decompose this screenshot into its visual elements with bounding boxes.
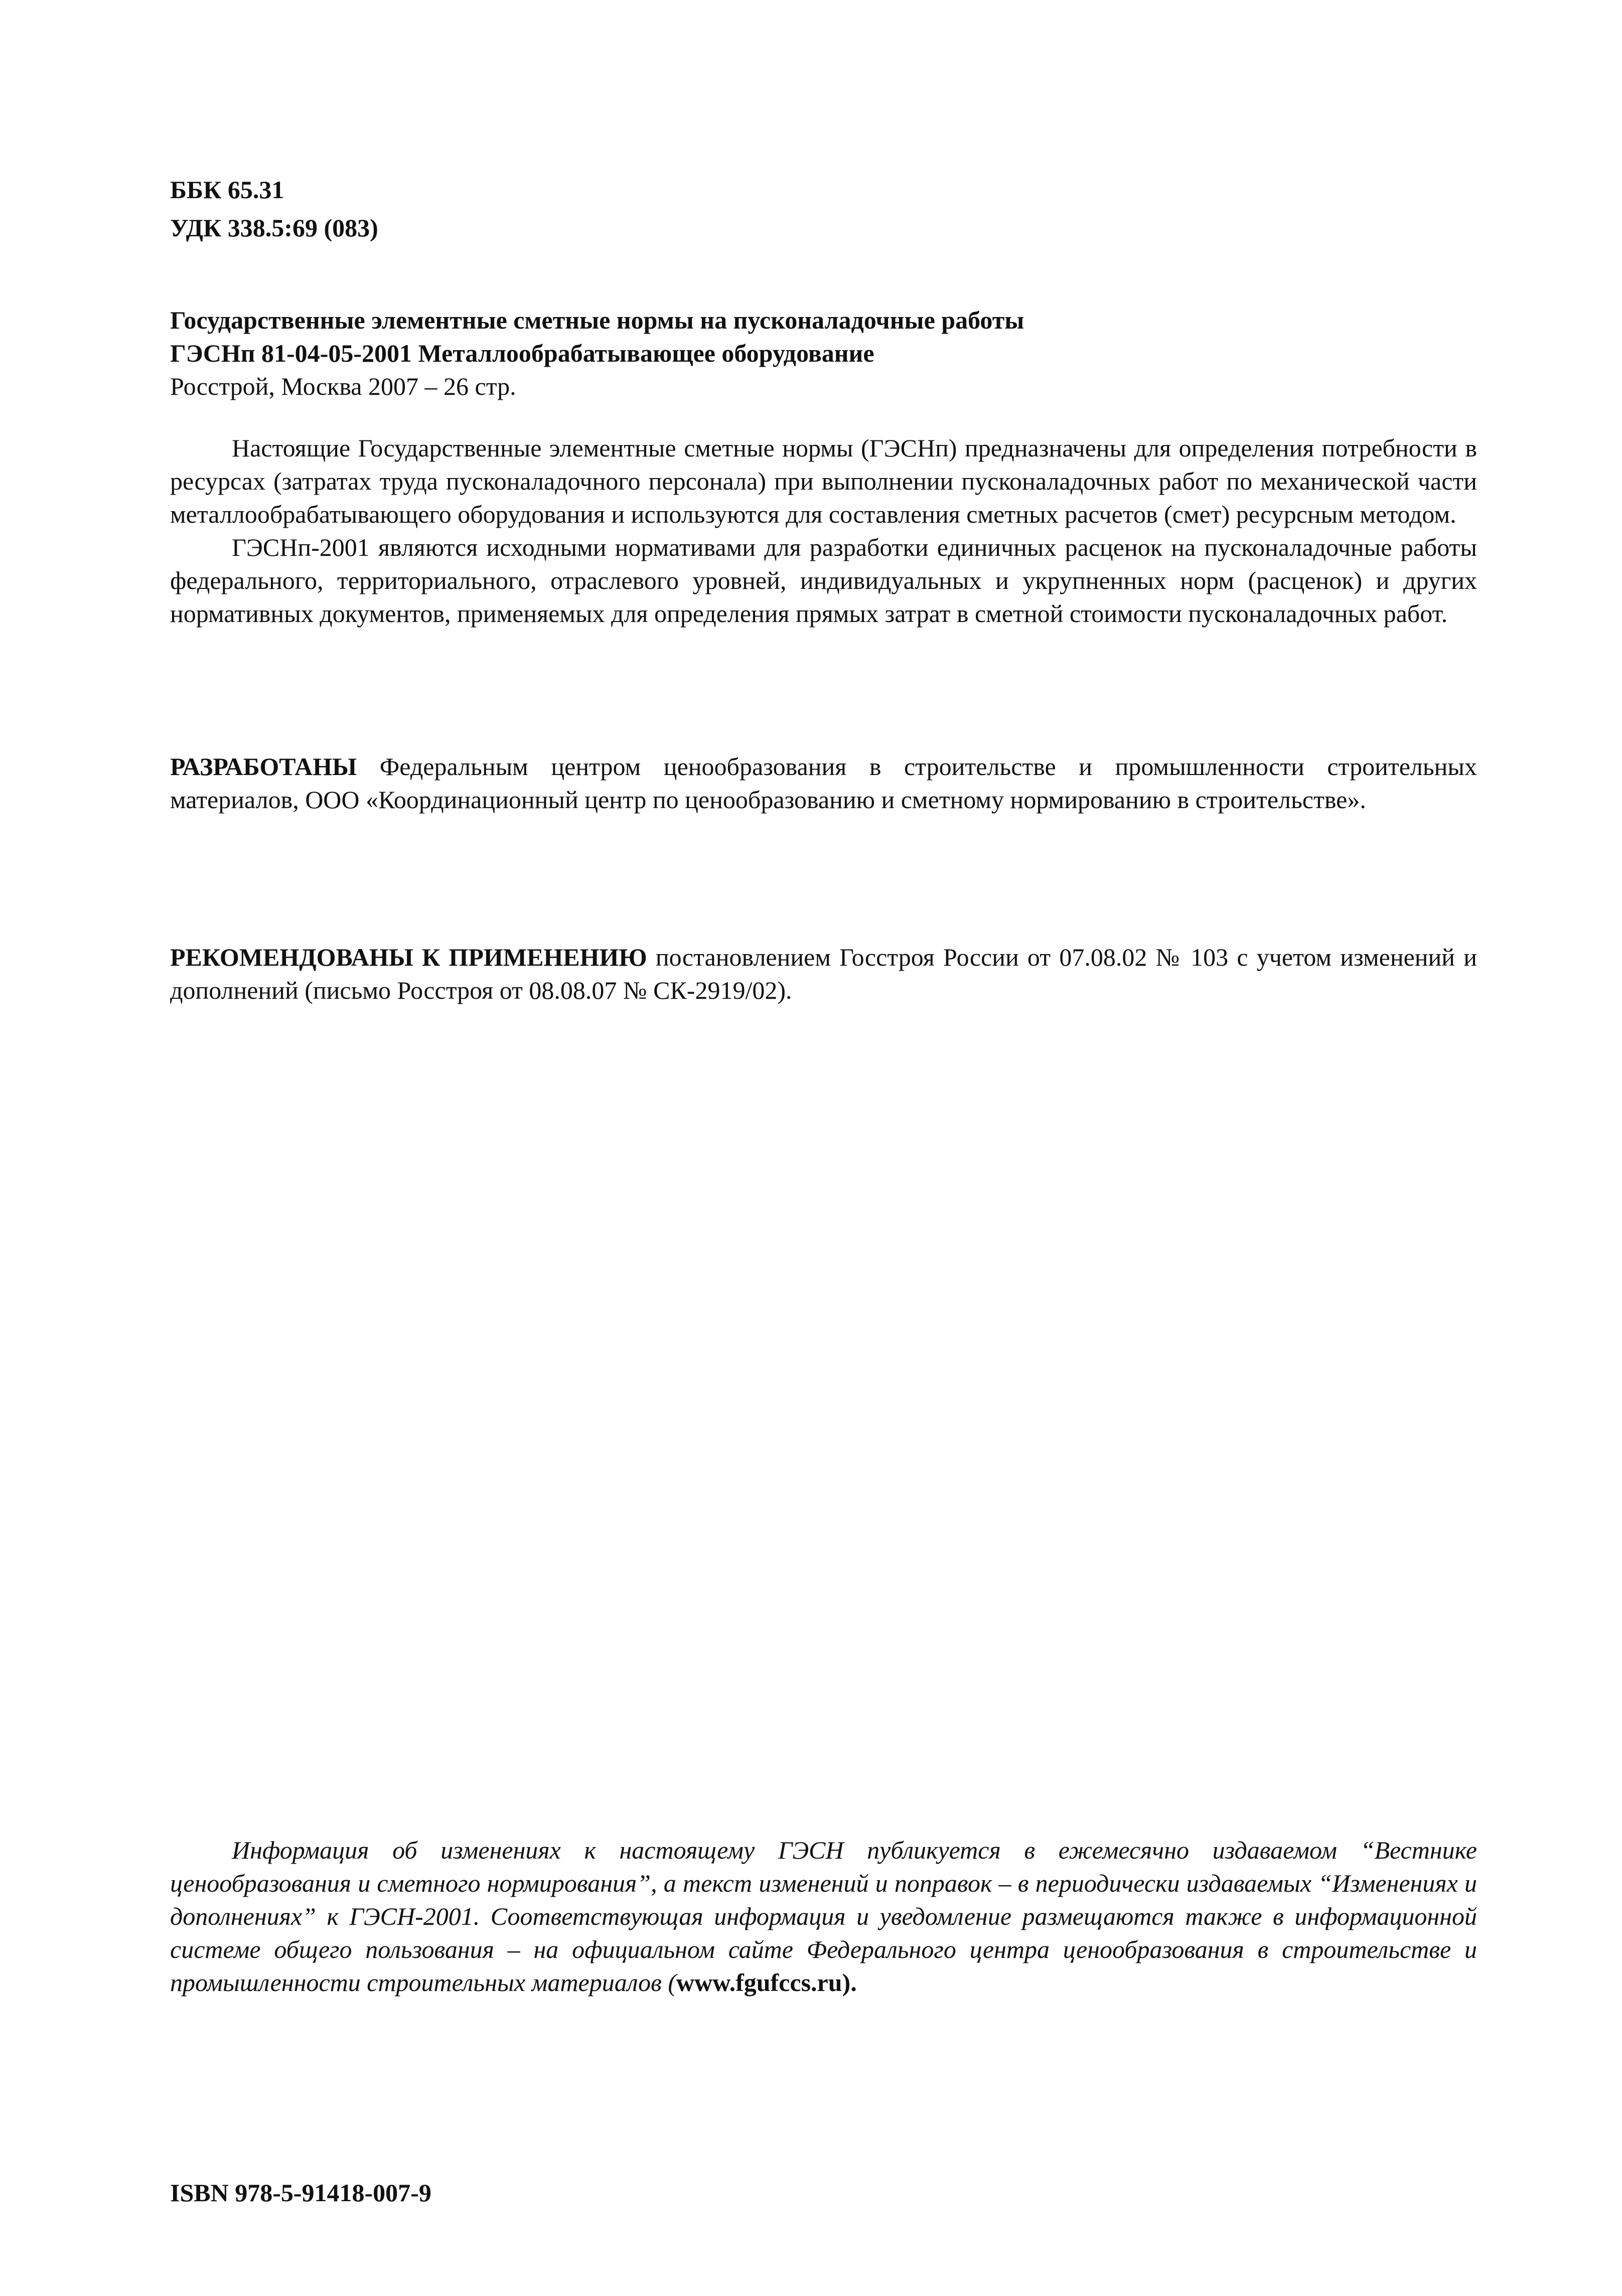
recommended-for-use [170, 941, 1477, 1007]
website-link: www.fgufccs.ru [676, 1968, 842, 1997]
recommended-text: постановлением Госстроя России от 07.08.02 № 103 с учетом изменений и дополнений (письмо Росстроя от 08.08.07 № СК-2919/02). [170, 943, 1478, 1004]
recommended-label: РЕКОМЕНДОВАНЫ К ПРИМЕНЕНИЮ [170, 943, 647, 971]
info-close: ). [842, 1968, 857, 1997]
udk-code: УДК 338.5:69 (083) [170, 214, 378, 242]
isbn: ISBN 978-5-91418-007-9 [170, 2179, 431, 2207]
document-subtitle: ГЭСНп 81-04-05-2001 Металлообрабатывающее оборудование [170, 339, 874, 367]
abstract [170, 431, 1477, 630]
abstract-paragraph-2: ГЭСНп-2001 являются исходными нормативами для разработки единичных расценок на пусконаладочные работы федерального, территориального, отраслевого уровней, индивидуальных и укрупненных норм (расценок) и других нормативных документов, применяемых для определения прямых затрат в сметной стоимости пусконаладочных работ. [170, 533, 1477, 628]
developed-text: Федеральным центром ценообразования в строительстве и промышленности строительных материалов, ООО «Координационный центр по ценообразованию и сметному нормированию в строительстве». [170, 752, 1477, 814]
abstract-paragraph-1: Настоящие Государственные элементные сметные нормы (ГЭСНп) предназначены для определения потребности в ресурсах (затратах труда пусконаладочного персонала) при выполнении пусконаладочных работ по механической части металлообрабатывающего оборудования и используются для составления сметных расчетов (смет) ресурсным методом. [170, 434, 1477, 528]
document-title: Государственные элементные сметные нормы на пусконаладочные работы [170, 306, 1024, 334]
bbk-code: ББК 65.31 [170, 176, 284, 204]
document-title-block [170, 303, 1477, 403]
publisher-line: Росстрой, Москва 2007 – 26 стр. [170, 372, 516, 400]
classification-codes [170, 171, 1477, 247]
update-information-note [170, 1833, 1477, 1999]
developed-label: РАЗРАБОТАНЫ [170, 752, 357, 781]
info-text: Информация об изменениях к настоящему ГЭСН публикуется в ежемесячно издаваемом “Вестнике ценообразования и сметного нормирования”, а текст изменений и поправок – в периодически издаваемых “Изменениях и дополнениях” к ГЭСН-2001. Соответствующая информация и уведомление размещаются также в информационной системе общего пользования – на официальном сайте Федерального центра ценообразования в строительстве и промышленности строительных материалов ( [170, 1836, 1477, 1997]
developed-by [170, 750, 1477, 816]
